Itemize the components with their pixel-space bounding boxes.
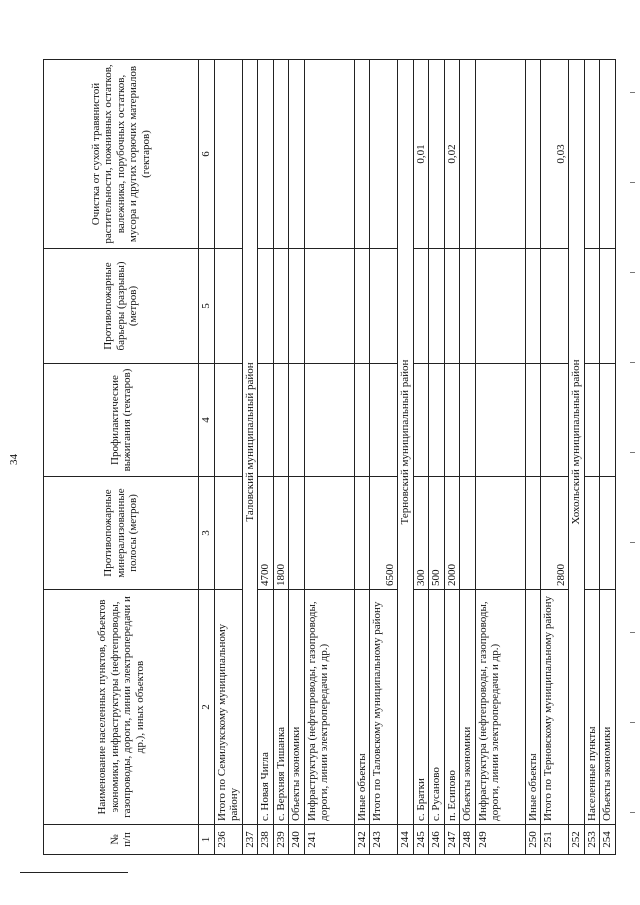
section-row [569, 60, 585, 855]
row-number: 250 [525, 825, 541, 855]
section-title: Таловский муниципальный район [242, 60, 258, 825]
row-name: Итого по Терновскому муниципальному району [541, 590, 569, 825]
header-barriers: Противопожарные барьеры (разрывы) (метров) [44, 249, 199, 364]
row-number: 243 [370, 825, 398, 855]
table-row [214, 60, 242, 855]
col-number: 3 [199, 477, 215, 590]
cell-cleaning [258, 60, 274, 249]
table-row [584, 60, 600, 855]
cell-barriers [354, 249, 370, 364]
col-number: 1 [199, 825, 215, 855]
header-strips: Противопожарные минерализованные полосы (метров) [44, 477, 199, 590]
cell-strips [525, 477, 541, 590]
table-row [273, 60, 289, 855]
cell-burning [429, 364, 445, 477]
cell-burning [304, 364, 354, 477]
row-name: Объекты экономики [289, 590, 305, 825]
row-number: 251 [541, 825, 569, 855]
cell-strips: 2800 [541, 477, 569, 590]
row-number: 244 [398, 825, 414, 855]
cell-barriers [304, 249, 354, 364]
table-row [258, 60, 274, 855]
row-name: Объекты экономики [600, 590, 616, 825]
row-name: Итого по Таловскому муниципальному району [370, 590, 398, 825]
margin-tick [630, 92, 635, 93]
table-row [525, 60, 541, 855]
margin-tick [630, 182, 635, 183]
cell-barriers [541, 249, 569, 364]
col-number: 4 [199, 364, 215, 477]
cell-cleaning [475, 60, 525, 249]
cell-strips: 4700 [258, 477, 274, 590]
row-number: 245 [413, 825, 429, 855]
cell-cleaning: 0,03 [541, 60, 569, 249]
cell-cleaning [354, 60, 370, 249]
cell-strips [354, 477, 370, 590]
row-name: с. Верхняя Тишанка [273, 590, 289, 825]
row-number: 254 [600, 825, 616, 855]
cell-barriers [214, 249, 242, 364]
cell-barriers [370, 249, 398, 364]
cell-burning [444, 364, 460, 477]
cell-burning [584, 364, 600, 477]
row-name: Иные объекты [525, 590, 541, 825]
footnote-line [20, 872, 128, 873]
cell-burning [258, 364, 274, 477]
cell-burning [413, 364, 429, 477]
cell-barriers [444, 249, 460, 364]
row-name: п. Есипово [444, 590, 460, 825]
cell-cleaning [289, 60, 305, 249]
row-name: с. Братки [413, 590, 429, 825]
row-name: Населенные пункты [584, 590, 600, 825]
cell-strips [304, 477, 354, 590]
cell-cleaning [600, 60, 616, 249]
row-number: 240 [289, 825, 305, 855]
cell-burning [525, 364, 541, 477]
table-row [475, 60, 525, 855]
margin-tick [630, 362, 635, 363]
cell-strips [475, 477, 525, 590]
cell-burning [214, 364, 242, 477]
cell-barriers [460, 249, 476, 364]
cell-barriers [413, 249, 429, 364]
cell-barriers [584, 249, 600, 364]
cell-barriers [289, 249, 305, 364]
section-row [398, 60, 414, 855]
cell-strips [289, 477, 305, 590]
cell-barriers [429, 249, 445, 364]
header-row [44, 60, 199, 855]
cell-barriers [525, 249, 541, 364]
section-title: Терновский муниципальный район [398, 60, 414, 825]
header-cleaning: Очистка от сухой травянистой растительности, пожнивных остатков, валежника, порубочных остатков, мусора и других горючих материалов (гектаров) [44, 60, 199, 249]
page-number: 34 [8, 454, 20, 465]
row-number: 242 [354, 825, 370, 855]
column-number-row [199, 60, 215, 855]
cell-cleaning [429, 60, 445, 249]
row-name: с. Русаново [429, 590, 445, 825]
col-number: 2 [199, 590, 215, 825]
table-row [304, 60, 354, 855]
header-burning: Профилактические выжигания (гектаров) [44, 364, 199, 477]
cell-strips: 2000 [444, 477, 460, 590]
row-number: 239 [273, 825, 289, 855]
row-number: 238 [258, 825, 274, 855]
row-number: 247 [444, 825, 460, 855]
cell-burning [370, 364, 398, 477]
cell-burning [354, 364, 370, 477]
margin-tick [630, 632, 635, 633]
cell-strips: 6500 [370, 477, 398, 590]
table-row [354, 60, 370, 855]
row-name: Инфраструктура (нефтепроводы, газопроводы, дороги, линии электропередачи и др.) [304, 590, 354, 825]
row-name: Итого по Семилукскому муниципальному району [214, 590, 242, 825]
cell-cleaning [370, 60, 398, 249]
rotated-page [8, 60, 613, 855]
row-number: 248 [460, 825, 476, 855]
cell-strips [584, 477, 600, 590]
cell-strips [460, 477, 476, 590]
cell-cleaning: 0,02 [444, 60, 460, 249]
cell-strips [600, 477, 616, 590]
cell-burning [600, 364, 616, 477]
cell-cleaning: 0,01 [413, 60, 429, 249]
header-name: Наименование населенных пунктов, объектов экономики, инфраструктуры (нефтепроводы, газопроводы, дороги, линии электропередачи и др.), иных объектов [44, 590, 199, 825]
row-number: 236 [214, 825, 242, 855]
cell-cleaning [304, 60, 354, 249]
cell-barriers [273, 249, 289, 364]
cell-strips: 300 [413, 477, 429, 590]
cell-cleaning [525, 60, 541, 249]
cell-burning [460, 364, 476, 477]
cell-burning [289, 364, 305, 477]
cell-burning [273, 364, 289, 477]
row-number: 249 [475, 825, 525, 855]
cell-barriers [600, 249, 616, 364]
col-number: 5 [199, 249, 215, 364]
section-title: Хохольский муниципальный район [569, 60, 585, 825]
cell-burning [475, 364, 525, 477]
cell-strips [214, 477, 242, 590]
cell-barriers [475, 249, 525, 364]
cell-cleaning [584, 60, 600, 249]
margin-tick [630, 542, 635, 543]
row-number: 252 [569, 825, 585, 855]
table-row [444, 60, 460, 855]
row-number: 246 [429, 825, 445, 855]
cell-barriers [258, 249, 274, 364]
cell-cleaning [460, 60, 476, 249]
margin-tick [630, 272, 635, 273]
col-number: 6 [199, 60, 215, 249]
cell-strips: 500 [429, 477, 445, 590]
row-name: с. Новая Чигла [258, 590, 274, 825]
row-number: 241 [304, 825, 354, 855]
row-name: Инфраструктура (нефтепроводы, газопроводы, дороги, линии электропередачи и др.) [475, 590, 525, 825]
row-number: 237 [242, 825, 258, 855]
table-row [429, 60, 445, 855]
table-row [289, 60, 305, 855]
cell-cleaning [214, 60, 242, 249]
table-row [413, 60, 429, 855]
row-name: Иные объекты [354, 590, 370, 825]
margin-tick [630, 812, 635, 813]
margin-tick [630, 452, 635, 453]
cell-burning [541, 364, 569, 477]
table-row [460, 60, 476, 855]
section-row [242, 60, 258, 855]
table-row [541, 60, 569, 855]
row-number: 253 [584, 825, 600, 855]
table-row [600, 60, 616, 855]
margin-tick [630, 722, 635, 723]
header-no: № п/п [44, 825, 199, 855]
cell-cleaning [273, 60, 289, 249]
table-row [370, 60, 398, 855]
cell-strips: 1800 [273, 477, 289, 590]
fire-prevention-table [43, 59, 616, 855]
row-name: Объекты экономики [460, 590, 476, 825]
